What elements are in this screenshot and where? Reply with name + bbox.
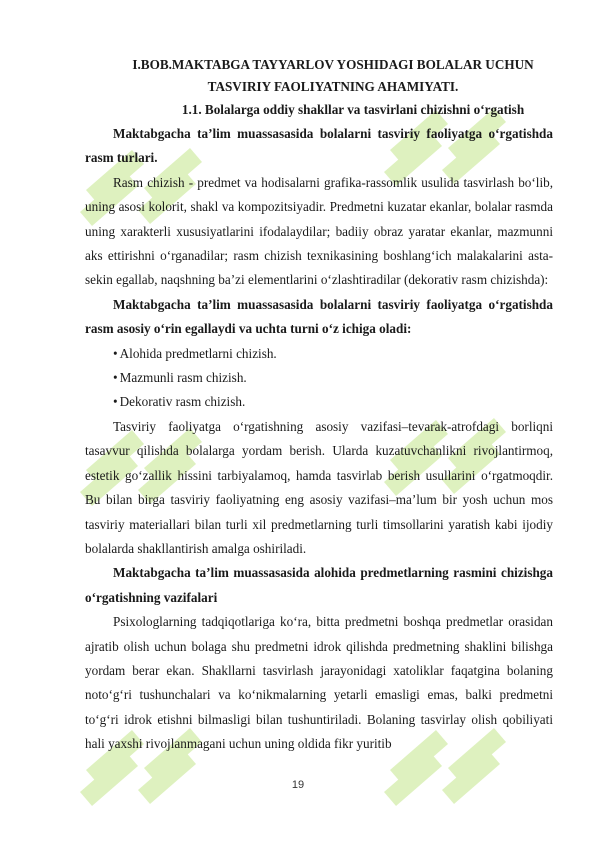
paragraph-bold-3: Maktabgacha ta’lim muassasasida bolalarni tasviriy faoliyatga o‘rgatishda rasm asosiy o‘rin egallaydi va uchta turni o‘z ichiga oladi: <box>85 296 553 337</box>
paragraph-bold-5: Maktabgacha ta’lim muassasasida alohida predmetlarning rasmini chizishga o‘rgatishning vazifalari <box>85 565 553 605</box>
drawing-types-list <box>85 342 553 415</box>
chapter-title-line-2: TASVIRIY FAOLIYATNING AHAMIYATI. <box>207 79 459 94</box>
paragraph-4: Tasviriy faoliyatga o‘rgatishning asosiy vazifasi–tevarak-atrofdagi borliqni tasavvur qilishda bolalarga yordam berish. Ularda kuzatuvchanlikni rivojlantirmoq, estetik go‘zallik hissini tarbiyalamoq, hamda tasvirlab berish usullarini o‘rgatmoqdir. Bu bilan birga tasviriy faoliyatning eng asosiy vazifasi–ma’lum bir yosh uchun mos tasviriy materiallari bilan turli xil predmetlarning turli timsollarini yaratish kabi ijodiy bolalarda shakllantirish amalga oshiriladi. <box>85 418 553 556</box>
paragraph-6: Psixologlarning tadqiqotlariga ko‘ra, bitta predmetni boshqa predmetlar orasidan ajratib olish uchun bolaga shu predmetni idrok qilishda predmetning shaklini bilishga yordam berar ekan. Shakllarni tasvirlash jarayonidagi xatoliklar faqatgina bolaning noto‘g‘ri tushunchalari va ko‘nikmalarning yetarli emasligi emas, balki predmetni to‘g‘ri idrok etishni bilmasligi bilan tushuntiriladi. Bolaning tasvirlay olish qobiliyati hali yaxshi rivojlanmagani uchun uning oldida fikr yuritib <box>85 614 553 752</box>
page-number: 19 <box>291 779 305 791</box>
paragraph-bold-1: Maktabgacha ta’lim muassasasida bolalarni tasviriy faoliyatga o‘rgatishda rasm turlari. <box>85 126 553 166</box>
list-item: • Alohida predmetlarni chizish. <box>85 342 553 366</box>
paragraph-2: Rasm chizish - predmet va hodisalarni grafika-rassomlik usulida tasvirlash bo‘lib, uning asosi kolorit, shakl va kompozitsiyadir. Predmetni kuzatar ekanlar, bolalar rasmda uning xarakterli xususiyatlarini ifodalaydilar; badiiy obraz yaratar ekanlar, mazmunni aks ettirishni o‘rganadilar; rasm chizish texnikasining boshlang‘ich malakalarini asta-sekin egallab, naqshning ba’zi elementlarini o‘zlashtiradilar (dekorativ rasm chizishda): <box>85 174 553 288</box>
document-page <box>85 54 553 757</box>
list-item: • Dekorativ rasm chizish. <box>85 390 553 414</box>
section-subtitle: 1.1. Bolalarga oddiy shakllar va tasvirlani chizishni o‘rgatish <box>181 102 525 117</box>
list-item: • Mazmunli rasm chizish. <box>85 366 553 390</box>
chapter-title-line-1: I.BOB.MAKTABGA TAYYARLOV YOSHIDAGI BOLALAR UCHUN <box>132 57 534 72</box>
